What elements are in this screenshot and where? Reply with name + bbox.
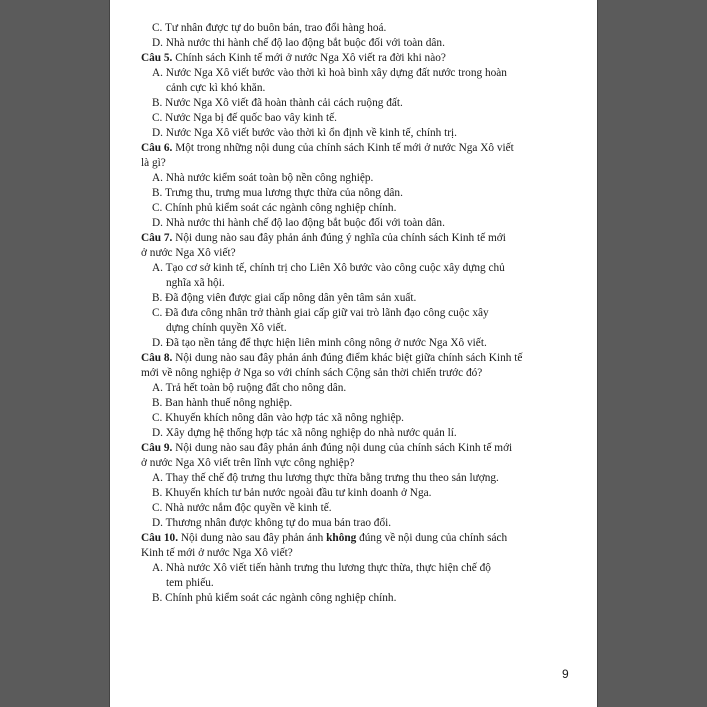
option-text-cont: cảnh cực kì khó khăn. [166, 82, 266, 94]
page-content [141, 21, 571, 606]
question-text-emphasis: không [326, 532, 357, 544]
option-a [152, 261, 571, 291]
option-b: B. Trưng thu, trưng mua lương thực thừa của nông dân. [152, 187, 403, 199]
question-text: Nội dung nào sau đây phản ánh đúng điểm khác biệt giữa chính sách Kinh tế [175, 352, 523, 364]
option-b: B. Khuyến khích tư bản nước ngoài đầu tư kinh doanh ở Nga. [152, 487, 432, 499]
document-page [110, 0, 597, 707]
option-line: D. Nhà nước thi hành chế độ lao động bắt buộc đối với toàn dân. [152, 37, 445, 49]
question-7 [141, 231, 571, 351]
option-c: C. Khuyến khích nông dân vào hợp tác xã nông nghiệp. [152, 412, 404, 424]
option-text-cont: dựng chính quyền Xô viết. [166, 322, 287, 334]
option-b: B. Đã động viên được giai cấp nông dân yên tâm sản xuất. [152, 292, 417, 304]
question-text: đúng về nội dung của chính sách [356, 532, 508, 544]
option-c [152, 306, 571, 336]
page-number: 9 [562, 667, 569, 681]
option-text: A. Tạo cơ sở kinh tế, chính trị cho Liên Xô bước vào công cuộc xây dựng chủ [152, 262, 505, 274]
question-8 [141, 351, 571, 441]
option-text: A. Nhà nước Xô viết tiến hành trưng thu lương thực thừa, thực hiện chế độ [152, 562, 491, 574]
option-a [152, 66, 571, 96]
option-a [152, 561, 571, 591]
question-text-cont: ở nước Nga Xô viết trên lĩnh vực công nghiệp? [141, 457, 355, 469]
option-d: D. Xây dựng hệ thống hợp tác xã nông nghiệp do nhà nước quản lí. [152, 427, 457, 439]
question-5 [141, 51, 571, 141]
question-label: Câu 5. [141, 52, 173, 64]
option-text: C. Đã đưa công nhân trở thành giai cấp giữ vai trò lãnh đạo công cuộc xây [152, 307, 489, 319]
question-text: Nội dung nào sau đây phản ánh đúng ý nghĩa của chính sách Kinh tế mới [175, 232, 506, 244]
option-a: A. Trả hết toàn bộ ruộng đất cho nông dân. [152, 382, 347, 394]
question-label: Câu 10. [141, 532, 179, 544]
option-c: C. Nước Nga bị đế quốc bao vây kinh tế. [152, 112, 337, 124]
question-10 [141, 531, 571, 606]
option-b: B. Chính phủ kiểm soát các ngành công nghiệp chính. [152, 592, 397, 604]
question-text: Một trong những nội dung của chính sách Kinh tế mới ở nước Nga Xô viết [175, 142, 514, 154]
option-line: C. Tư nhân được tự do buôn bán, trao đổi hàng hoá. [152, 22, 387, 34]
question-9 [141, 441, 571, 531]
option-b: B. Nước Nga Xô viết đã hoàn thành cải cách ruộng đất. [152, 97, 403, 109]
question-label: Câu 6. [141, 142, 173, 154]
option-c: C. Nhà nước nắm độc quyền về kinh tế. [152, 502, 332, 514]
option-d: D. Nước Nga Xô viết bước vào thời kì ổn định về kinh tế, chính trị. [152, 127, 458, 139]
question-text: Nội dung nào sau đây phản ánh [180, 532, 327, 544]
right-dark-border [597, 0, 707, 707]
question-label: Câu 8. [141, 352, 173, 364]
option-b: B. Ban hành thuế nông nghiệp. [152, 397, 293, 409]
question-text-cont: mới về nông nghiệp ở Nga so với chính sách Cộng sản thời chiến trước đó? [141, 367, 483, 379]
option-d: D. Nhà nước thi hành chế độ lao động bắt buộc đối với toàn dân. [152, 217, 445, 229]
option-d: D. Thương nhân được không tự do mua bán trao đổi. [152, 517, 392, 529]
option-c: C. Chính phủ kiểm soát các ngành công nghiệp chính. [152, 202, 397, 214]
option-text: A. Nước Nga Xô viết bước vào thời kì hoà bình xây dựng đất nước trong hoàn [152, 67, 507, 79]
question-text-cont: là gì? [141, 157, 166, 169]
question-text-cont: ở nước Nga Xô viết? [141, 247, 236, 259]
option-text-cont: tem phiếu. [166, 577, 214, 589]
question-text: Chính sách Kinh tế mới ở nước Nga Xô viết ra đời khi nào? [175, 52, 446, 64]
option-a: A. Nhà nước kiểm soát toàn bộ nền công nghiệp. [152, 172, 374, 184]
question-text: Nội dung nào sau đây phản ánh đúng nội dung của chính sách Kinh tế mới [175, 442, 513, 454]
question-label: Câu 9. [141, 442, 173, 454]
question-6 [141, 141, 571, 231]
option-a: A. Thay thế chế độ trưng thu lương thực thừa bằng trưng thu theo sản lượng. [152, 472, 499, 484]
question-text-cont: Kinh tế mới ở nước Nga Xô viết? [141, 547, 293, 559]
question-label: Câu 7. [141, 232, 173, 244]
left-dark-border [0, 0, 110, 707]
option-d: D. Đã tạo nền tảng để thực hiện liên minh công nông ở nước Nga Xô viết. [152, 337, 487, 349]
option-text-cont: nghĩa xã hội. [166, 277, 225, 289]
